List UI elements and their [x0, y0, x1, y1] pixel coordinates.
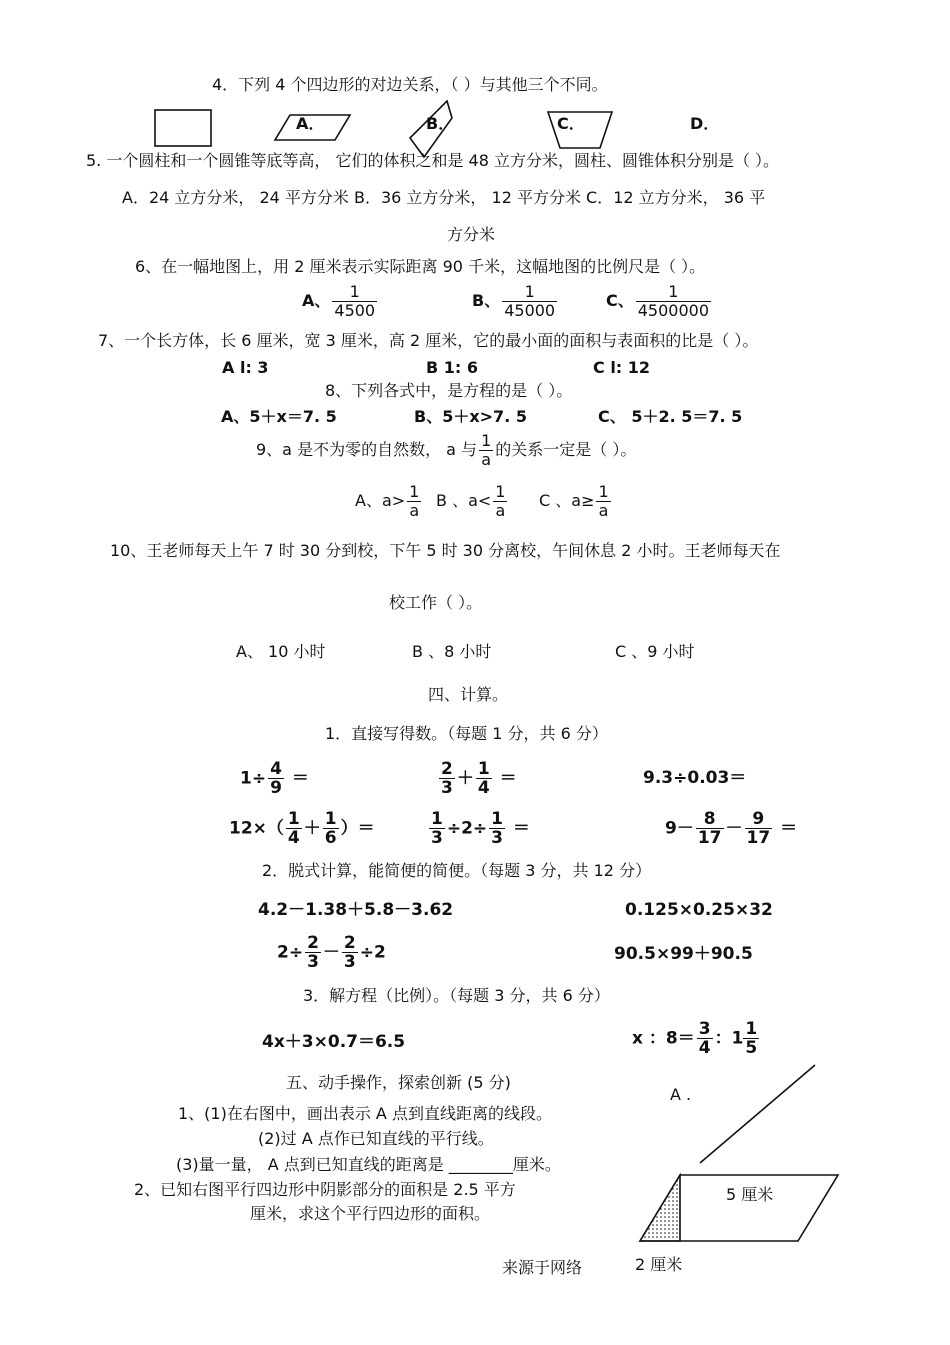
q9-option-a: A、a> $\frac{1}{a}$	[355, 482, 420, 520]
q4-option-d: D．	[690, 114, 720, 133]
q4-stem: 4．下列 4 个四边形的对边关系，（ ）与其他三个不同。	[212, 75, 608, 94]
q6-option-a: A、 $\frac{1}{4500}$	[302, 282, 376, 320]
q8-option-b: B、5＋x>7. 5	[414, 407, 527, 426]
q10-option-b: B 、8 小时	[412, 642, 492, 661]
section4-title: 四、计算。	[428, 685, 509, 704]
q9-stem: 9、a 是不为零的自然数， a 与 $\frac{1}{a}$ 的关系一定是（ ）。	[256, 431, 637, 469]
q9-option-b: B 、a< $\frac{1}{a}$	[436, 482, 506, 520]
footer-source: 来源于网络	[502, 1258, 583, 1277]
q8-option-c: C、 5＋2. 5＝7. 5	[598, 407, 743, 426]
q7-option-a: A l: 3	[222, 358, 269, 377]
expr-3: 9.3÷0.03＝	[643, 768, 747, 788]
q10-stem-cont: 校工作（ ）。	[389, 593, 483, 612]
section5-title: 五、动手操作，探索创新 (5 分)	[286, 1073, 511, 1092]
equation-1: 4x＋3×0.7＝6.5	[262, 1032, 406, 1052]
q4-option-a: A．	[296, 114, 325, 133]
section5-line3: (3)量一量， A 点到已知直线的距离是 ________厘米。	[176, 1155, 561, 1174]
section5-line1: 1、(1)在右图中，画出表示 A 点到直线距离的线段。	[178, 1104, 552, 1123]
expr-4: 12×（ $\frac{1}{4}$ ＋ $\frac{1}{6}$ ）＝	[229, 809, 375, 848]
expr-6: 9－ $\frac{8}{17}$ － $\frac{9}{17}$ ＝	[665, 809, 798, 848]
q7-option-c: C l: 12	[593, 358, 651, 377]
expr-2: $\frac{2}{3}$ ＋ $\frac{1}{4}$ ＝	[441, 759, 517, 798]
q4-option-b: B．	[426, 114, 455, 133]
section4-part2: 2．脱式计算，能简便的简便。（每题 3 分，共 12 分）	[262, 861, 652, 880]
q7-stem: 7、一个长方体，长 6 厘米，宽 3 厘米，高 2 厘米，它的最小面的面积与表面积的比是（ ）。	[98, 331, 759, 350]
q6-option-c: C、 $\frac{1}{4500000}$	[606, 282, 710, 320]
q7-option-b: B 1: 6	[426, 358, 478, 377]
height-label: 2 厘米	[635, 1255, 683, 1274]
calc-1: 4.2－1.38＋5.8－3.62	[258, 900, 454, 920]
calc-2: 0.125×0.25×32	[625, 900, 773, 920]
section4-part3: 3．解方程（比例）。（每题 3 分，共 6 分）	[303, 986, 610, 1005]
q5-options-cont: 方分米	[447, 225, 496, 244]
section4-part1: 1．直接写得数。（每题 1 分，共 6 分）	[325, 724, 608, 743]
q9-option-c: C 、a≥ $\frac{1}{a}$	[539, 482, 609, 520]
calc-4: 90.5×99＋90.5	[614, 944, 753, 964]
base-length-label: 5 厘米	[726, 1185, 774, 1204]
q6-stem: 6、在一幅地图上，用 2 厘米表示实际距离 90 千米，这幅地图的比例尺是（ ）。	[135, 257, 706, 276]
section5-line4: 2、已知右图平行四边形中阴影部分的面积是 2.5 平方	[134, 1180, 516, 1199]
section5-line2: (2)过 A 点作已知直线的平行线。	[258, 1129, 494, 1148]
expr-1: 1÷ $\frac{4}{9}$ ＝	[240, 759, 309, 798]
equation-2: x ：8＝ $\frac{3}{4}$ ：1 $\frac{1}{5}$	[632, 1019, 758, 1058]
q10-option-c: C 、9 小时	[615, 642, 695, 661]
q8-stem: 8、下列各式中，是方程的是（ ）。	[325, 381, 573, 400]
q6-option-b: B、 $\frac{1}{45000}$	[472, 282, 556, 320]
calc-3: 2÷ $\frac{2}{3}$ － $\frac{2}{3}$ ÷2	[277, 933, 386, 972]
point-a-label: A .	[670, 1085, 692, 1104]
expr-5: $\frac{1}{3}$ ÷2÷ $\frac{1}{3}$ ＝	[431, 809, 530, 848]
q5-options: A．24 立方分米， 24 平方分米 B．36 立方分米， 12 平方分米 C．12 立方分米， 36 平	[122, 188, 766, 207]
section5-line5: 厘米，求这个平行四边形的面积。	[250, 1204, 491, 1223]
q5-stem: 5. 一个圆柱和一个圆锥等底等高， 它们的体积之和是 48 立方分米，圆柱、圆锥体积分别是（ ）。	[86, 151, 780, 170]
given-line	[700, 1065, 815, 1163]
q10-stem: 10、王老师每天上午 7 时 30 分到校，下午 5 时 30 分离校，午间休息 2 小时。王老师每天在	[110, 541, 781, 560]
q4-option-c: C．	[557, 114, 585, 133]
q8-option-a: A、5＋x＝7. 5	[221, 407, 337, 426]
q10-option-a: A、 10 小时	[236, 642, 326, 661]
